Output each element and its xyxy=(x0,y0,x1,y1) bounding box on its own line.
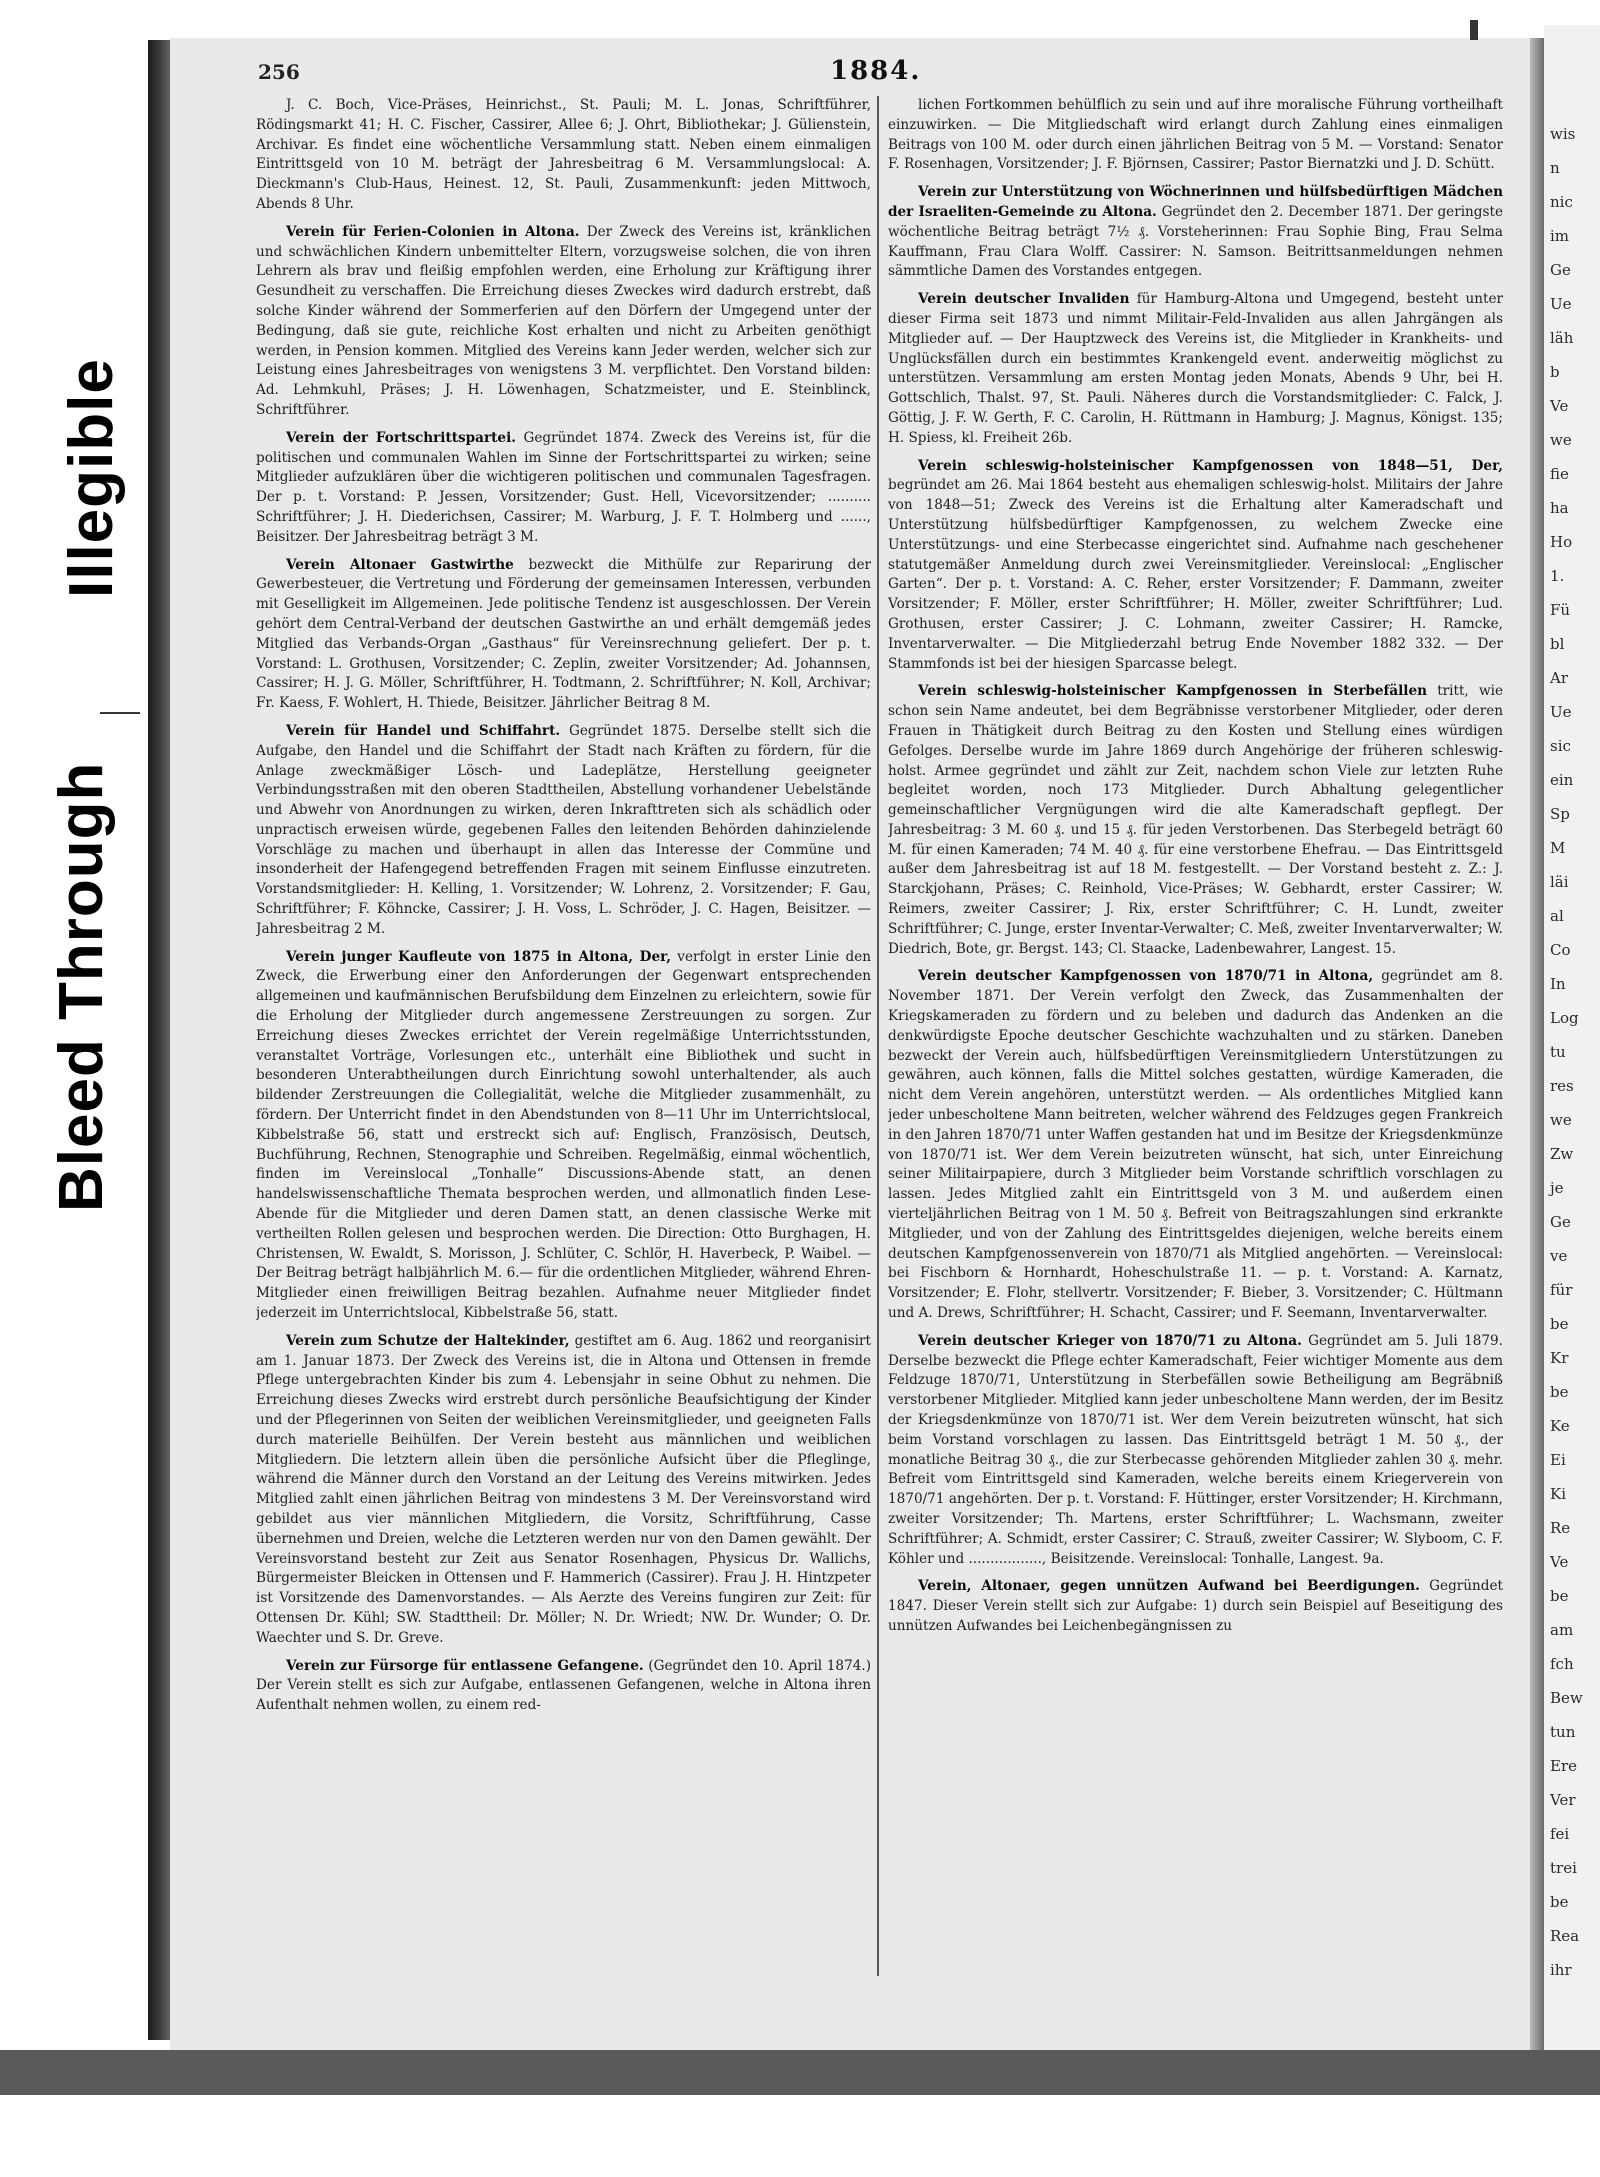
association-title: Verein für Handel und Schiffahrt. xyxy=(286,722,561,739)
adjacent-page-text-fragment: Sp xyxy=(1550,805,1570,823)
adjacent-page-text-fragment: Log xyxy=(1550,1009,1579,1027)
association-entry xyxy=(256,96,871,215)
association-description: verfolgt in erster Linie den Zweck, die Erwerbung einer den Anforderungen der Gegenwart entsprechenden allgemeinen und kaufmännischen Berufsbildung dem Einzelnen zu erleichtern, sowie für die Erholung der Mitglieder durch angemessene Zerstreuungen zu sorgen. Zur Erreichung dieses Zweckes errichtet der Verein regelmäßige Unterrichtsstunden, veranstaltet Vorträge, Vorlesungen etc., unterhält eine Bibliothek und sucht in besonderen Unterabtheilungen durch Einrichtung sowohl unterhaltender, als auch bildender Zerstreuungen die Collegialität, welche die Mitglieder zusammenhält, zu fördern. Der Unterricht findet in den Abendstunden von 8—11 Uhr im Unterrichtslocal, Kibbelstraße 56, statt und erstreckt sich auf: Englisch, Französisch, Deutsch, Buchführung, Rechnen, Stenographie und Schreiben. Regelmäßig, einmal wöchentlich, finden im Vereinslocal „Tonhalle“ Discussions-Abende statt, an denen handelswissenschaftliche Themata besprochen werden, und allmonatlich finden Lese-Abende für die Mitglieder und deren Damen statt, an denen classische Werke mit vertheilten Rollen gelesen und besprochen werden. Die Direction: Otto Burghagen, H. Christensen, W. Ewaldt, S. Morisson, J. Schlüter, C. Schlör, H. Haverbeck, P. Waibel. — Der Beitrag beträgt halbjährlich M. 6.— für die ordentlichen Mitglieder, während Ehren-Mitglieder einen freiwilligen Beitrag bezahlen. Aufnahme neuer Mitglieder findet jederzeit im Unterrichtslocal, Kibbelstraße 56, statt. xyxy=(256,948,871,1322)
association-description: bezweckt die Mithülfe zur Reparirung der Gewerbesteuer, die Vertretung und Förderung der gemeinsamen Interessen, verbunden mit Geselligkeit im Allgemeinen. Jede politische Tendenz ist ausgeschlossen. Der Verein gehört dem Central-Verband der deutschen Gastwirthe an und erhält demgemäß jedes Mitglied das Verbands-Organ „Gasthaus“ für Vereinsrechnung geliefert. Der p. t. Vorstand: L. Grothusen, Vorsitzender; C. Zeplin, zweiter Vorsitzender; Ad. Johannsen, Cassirer; H. J. G. Möller, Schriftführer, H. Todtmann, 2. Schriftführer; N. Koll, Archivar; Fr. Kaess, F. Wohlert, H. Thiede, Beisitzer. Jährlicher Beitrag 8 M. xyxy=(256,556,871,712)
annotation-divider xyxy=(100,712,140,714)
association-title: Verein deutscher Invaliden xyxy=(918,291,1130,308)
association-title: Verein zur Fürsorge für entlassene Gefangene. xyxy=(286,1657,644,1674)
adjacent-page-text-fragment: 1. xyxy=(1550,567,1565,585)
adjacent-page-text-fragment: we xyxy=(1550,1111,1572,1129)
illegible-annotation-label: Illegible xyxy=(57,358,126,598)
association-title: Verein schleswig-holsteinischer Kampfgenossen in Sterbefällen xyxy=(918,683,1427,700)
adjacent-page-text-fragment: Ke xyxy=(1550,1417,1570,1435)
association-description: Gegründet den 2. December 1871. Der geringste wöchentliche Beitrag beträgt 7½ ₰. Vorsteherinnen: Frau Sophie Bing, Frau Selma Kauffmann, Frau Clara Wolff. Cassirer: N. Samson. Beitrittsanmeldungen nehmen sämmtliche Damen des Vorstandes entgegen. xyxy=(888,203,1503,280)
adjacent-page-text-fragment: ihr xyxy=(1550,1961,1572,1979)
adjacent-page-text-fragment: tun xyxy=(1550,1723,1576,1741)
association-title: Verein schleswig-holsteinischer Kampfgenossen von 1848—51, Der, xyxy=(918,457,1503,474)
adjacent-page-text-fragment: be xyxy=(1550,1315,1569,1333)
adjacent-page-text-fragment: Ver xyxy=(1550,1791,1576,1809)
association-entry xyxy=(256,223,871,421)
adjacent-page-text-fragment: läi xyxy=(1550,873,1569,891)
adjacent-page-text-fragment: Fü xyxy=(1550,601,1571,619)
association-description: Gegründet 1847. Dieser Verein stellt sich zur Aufgabe: 1) durch sein Beispiel auf Beseitigung des unnützen Aufwandes bei Leichenbegängnissen zu xyxy=(888,1578,1503,1634)
adjacent-page-text-fragment: b xyxy=(1550,363,1560,381)
adjacent-page-text-fragment: Ve xyxy=(1550,397,1569,415)
adjacent-page-text-fragment: Rea xyxy=(1550,1927,1580,1945)
association-title: Verein der Fortschrittspartei. xyxy=(286,429,516,446)
scanner-margin xyxy=(0,2095,1600,2177)
adjacent-page-text-fragment: fei xyxy=(1550,1825,1570,1843)
adjacent-page-text-fragment: trei xyxy=(1550,1859,1577,1877)
association-description: gegründet am 8. November 1871. Der Verein verfolgt den Zweck, das Zusammenhalten der Kriegskameraden zu fördern und zu beleben und dadurch das Andenken an die denkwürdigste Epoche deutscher Geschichte wachzuhalten und zu stärken. Daneben bezweckt der Verein auch, hülfsbedürftigen Vereinsmitgliedern Unterstützungen zu gewähren, auch können, falls die Mittel solches gestatten, würdige Kameraden, die nicht dem Verein angehören, unterstützt werden. — Als ordentliches Mitglied kann jeder unbescholtene Mann beitreten, welcher während des Feldzuges gegen Frankreich in den Jahren 1870/71 unter Waffen gestanden hat und im Besitze der Kriegsdenkmünze von 1870/71 ist. Wer dem Verein beizutreten wünscht, hat sich, unter Einreichung seiner Militairpapiere, durch 3 Mitglieder beim Vorstande schriftlich vorschlagen zu lassen. Jedes Mitglied zahlt ein Eintrittsgeld von 3 M. und außerdem einen vierteljährlichen Beitrag von 1 M. 50 ₰. Befreit von Beitragszahlungen sind erkrankte Mitglieder, und von der Zahlung des Eintrittsgeldes diejenigen, welche bereits einem deutschen Kampfgenossenverein von 1870/71 als Mitglied angehörten. — Vereinslocal: bei Fischborn & Hornhardt, Hoheschulstraße 11. — p. t. Vorstand: A. Karnatz, Vorsitzender; E. Flohr, stellvertr. Vorsitzender; F. Bieber, 3. Vorsitzender; C. Hültmann und A. Drews, Schriftführer; H. Schacht, Cassirer; und F. Seemann, Inventarverwalter. xyxy=(888,968,1503,1322)
adjacent-page-text-fragment: Ue xyxy=(1550,703,1572,721)
adjacent-page-text-fragment: al xyxy=(1550,907,1564,925)
association-entry xyxy=(888,96,1503,175)
association-entry xyxy=(888,967,1503,1323)
adjacent-page-text-fragment: fie xyxy=(1550,465,1569,483)
adjacent-page-text-fragment: be xyxy=(1550,1383,1569,1401)
association-title: Verein zum Schutze der Haltekinder, xyxy=(286,1332,570,1349)
adjacent-page-text-fragment: be xyxy=(1550,1587,1569,1605)
adjacent-page-text-fragment: nic xyxy=(1550,193,1573,211)
right-text-column xyxy=(888,96,1503,1986)
page-header-year: 1884. xyxy=(830,56,922,86)
adjacent-page-text-fragment: für xyxy=(1550,1281,1573,1299)
association-entry xyxy=(888,682,1503,959)
adjacent-page-sliver xyxy=(1544,25,1600,2050)
adjacent-page-text-fragment: Bew xyxy=(1550,1689,1583,1707)
page-corner-mark xyxy=(1470,20,1478,40)
association-title: Verein deutscher Kampfgenossen von 1870/71 in Altona, xyxy=(918,968,1374,985)
association-title: Verein für Ferien-Colonien in Altona. xyxy=(286,223,580,240)
adjacent-page-text-fragment: we xyxy=(1550,431,1572,449)
adjacent-page-text-fragment: ve xyxy=(1550,1247,1568,1265)
adjacent-page-text-fragment: je xyxy=(1550,1179,1564,1197)
association-description: Gegründet 1874. Zweck des Vereins ist, für die politischen und communalen Wahlen im Sinne der Fortschrittspartei zu wirken; seine Mitglieder aufzuklären über die wichtigeren politischen und communalen Tagesfragen. Der p. t. Vorstand: P. Jessen, Vorsitzender; Gust. Hell, Vicevorsitzender; .......... Schriftführer; J. H. Diederichsen, Cassirer; M. Warburg, J. F. T. Holmberg und ......, Beisitzer. Der Jahresbeitrag beträgt 3 M. xyxy=(256,429,871,545)
adjacent-page-text-fragment: Zw xyxy=(1550,1145,1574,1163)
adjacent-page-text-fragment: tu xyxy=(1550,1043,1566,1061)
association-entry xyxy=(888,1577,1503,1636)
association-title: Verein zur Unterstützung von Wöchnerinnen und hülfsbedürftigen Mädchen der Israeliten-Gemeinde zu Altona. xyxy=(888,184,1503,220)
association-entry xyxy=(256,948,871,1324)
page-number: 256 xyxy=(258,60,300,84)
association-description: Gegründet 1875. Derselbe stellt sich die Aufgabe, den Handel und die Schiffahrt der Stadt nach Kräften zu fördern, für die Anlage zweckmäßiger Lösch- und Ladeplätze, Herstellung geeigneter Verbindungsstraßen mit den oberen Stadttheilen, Abstellung vorhandener Uebelstände und Abwehr von Anordnungen zu wirken, deren Inkrafttreten sich als schädlich oder unpractisch erweisen würde, gegebenen Falles den leitenden Behörden dahinzielende Vorschläge zu machen und überhaupt in allen das Interesse der Commüne und insonderheit der Hafengegend betreffenden Fragen mit seinem Einflusse einzutreten. Vorstandsmitglieder: H. Kelling, 1. Vorsitzender; W. Lohrenz, 2. Vorsitzender; F. Gau, Schriftführer; F. Köhncke, Cassirer; J. H. Voss, L. Schröder, J. C. Hagen, Beisitzer. — Jahresbeitrag 2 M. xyxy=(256,722,871,937)
association-description: (Gegründet den 10. April 1874.) Der Verein stellt es sich zur Aufgabe, entlassenen Gefangenen, welche in Altona ihren Aufenthalt nehmen wollen, zu einem red- xyxy=(256,1657,871,1714)
association-description: lichen Fortkommen behülflich zu sein und auf ihre moralische Führung vortheilhaft einzuwirken. — Die Mitgliedschaft wird erlangt durch Zahlung eines einmaligen Beitrags von 100 M. oder durch einen jährlichen Beitrag von 5 M. — Vorstand: Senator F. Rosenhagen, Vorsitzender; J. F. Björnsen, Cassirer; Pastor Biernatzki und J. D. Schütt. xyxy=(888,97,1503,173)
adjacent-page-text-fragment: ein xyxy=(1550,771,1574,789)
adjacent-page-text-fragment: ha xyxy=(1550,499,1569,517)
adjacent-page-text-fragment: wis xyxy=(1550,125,1576,143)
association-entry xyxy=(256,556,871,714)
association-title: Verein deutscher Krieger von 1870/71 zu Altona. xyxy=(918,1332,1302,1349)
adjacent-page-text-fragment: Ar xyxy=(1550,669,1569,687)
adjacent-page-text-fragment: Ei xyxy=(1550,1451,1566,1469)
adjacent-page-text-fragment: im xyxy=(1550,227,1570,245)
adjacent-page-text-fragment: läh xyxy=(1550,329,1574,347)
association-entry xyxy=(888,183,1503,282)
adjacent-page-text-fragment: be xyxy=(1550,1893,1569,1911)
adjacent-page-text-fragment: sic xyxy=(1550,737,1571,755)
association-title: Verein, Altonaer, gegen unnützen Aufwand bei Beerdigungen. xyxy=(918,1578,1420,1595)
adjacent-page-text-fragment: am xyxy=(1550,1621,1574,1639)
association-title: Verein junger Kaufleute von 1875 in Altona, Der, xyxy=(286,948,672,965)
bleed-through-annotation-label: Bleed Through xyxy=(47,761,116,1212)
adjacent-page-text-fragment: Ve xyxy=(1550,1553,1569,1571)
adjacent-page-text-fragment: Ge xyxy=(1550,261,1571,279)
column-divider xyxy=(877,96,879,1976)
association-description: Gegründet am 5. Juli 1879. Derselbe bezweckt die Pflege echter Kameradschaft, Feier wichtiger Momente aus dem Feldzuge 1870/71, Unterstützung in Sterbefällen sowie Betheiligung am Begräbniß verstorbener Mitglieder. Mitglied kann jeder unbescholtene Mann werden, der im Besitz der Kriegsdenkmünze von 1870/71 ist. Wer dem Verein beizutreten wünscht, hat sich beim Vorstand vorschlagen zu lassen. Das Eintrittsgeld beträgt 1 M. 50 ₰., der monatliche Beitrag 30 ₰., die zur Sterbecasse gehörenden Mitglieder zahlen 30 ₰. mehr. Befreit vom Eintrittsgeld sind Kameraden, welche bereits einem Kriegerverein von 1870/71 angehörten. Der p. t. Vorstand: F. Hüttinger, erster Vorsitzender; H. Kirchmann, zweiter Vorsitzender; Th. Martens, erster Schriftführer; L. Wachsmann, zweiter Schriftführer; A. Schmidt, erster Cassirer; C. Strauß, zweiter Cassirer; W. Slyboom, C. F. Köhler und ................., Beisitzende. Vereinslocal: Tonhalle, Langest. 9a. xyxy=(888,1332,1503,1567)
association-entry xyxy=(888,290,1503,448)
association-description: J. C. Boch, Vice-Präses, Heinrichst., St. Pauli; M. L. Jonas, Schriftführer, Rödingsmarkt 41; H. C. Fischer, Cassirer, Allee 6; J. Ohrt, Bibliothekar; J. Gülienstein, Archivar. Es findet eine wöchentliche Versammlung statt. Neben einem einmaligen Eintrittsgeld von 10 M. beträgt der Jahresbeitrag 6 M. Versammlungslocal: A. Dieckmann's Club-Haus, Heinest. 12, St. Pauli, Zusammenkunft: jeden Mittwoch, Abends 8 Uhr. xyxy=(256,97,871,212)
adjacent-page-text-fragment: Re xyxy=(1550,1519,1571,1537)
association-description: begründet am 26. Mai 1864 besteht aus ehemaligen schleswig-holst. Militairs der Jahre von 1848—51; Zweck des Vereins ist die Erhaltung alter Kameradschaft und Unterstützung hülfsbedürftiger Kampfgenossen, zu welchem Zwecke eine Unterstützungs- und eine Sterbecasse eingerichtet sind. Aufnahme nach geschehener statutgemäßer Anmeldung durch zwei Vereinsmitglieder. Vereinslocal: „Englischer Garten“. Der p. t. Vorstand: A. C. Reher, erster Vorsitzender; F. Dammann, zweiter Vorsitzender; F. Möller, erster Schriftführer; H. Möller, zweiter Schriftführer; Lud. Grothusen, erster Cassirer; J. C. Lohmann, zweiter Cassirer; H. Ramcke, Inventarverwalter. — Die Mitgliederzahl betrug Ende November 1882 332. — Der Stammfonds ist bei der hiesigen Sparcasse belegt. xyxy=(888,477,1503,672)
adjacent-page-text-fragment: M xyxy=(1550,839,1566,857)
association-entry xyxy=(256,429,871,548)
adjacent-page-text-fragment: Kr xyxy=(1550,1349,1569,1367)
adjacent-page-text-fragment: Co xyxy=(1550,941,1571,959)
adjacent-page-text-fragment: Ere xyxy=(1550,1757,1577,1775)
adjacent-page-text-fragment: In xyxy=(1550,975,1566,993)
association-entry xyxy=(256,1657,871,1716)
adjacent-page-text-fragment: Ki xyxy=(1550,1485,1567,1503)
association-title: Verein Altonaer Gastwirthe xyxy=(286,556,514,573)
association-description: für Hamburg-Altona und Umgegend, besteht unter dieser Firma seit 1873 und nimmt Militair-Feld-Invaliden aus allen Jahrgängen als Mitglieder auf. — Der Hauptzweck des Vereins ist, die Mitglieder in Krankheits- und Unglücksfällen durch ein bestimmtes Krankengeld event. anderweitig möglichst zu unterstützen. Versammlung am ersten Montag jeden Monats, Abends 9 Uhr, bei H. Gottschlich, Thalst. 97, St. Pauli. Näheres durch die Vorstandsmitglieder: C. Falck, J. Göttig, J. F. W. Gerth, F. C. Carolin, H. Rüttmann in Hamburg; J. Magnus, Königst. 135; H. Spiess, kl. Freiheit 26b. xyxy=(888,291,1503,446)
adjacent-page-text-fragment: Ue xyxy=(1550,295,1572,313)
adjacent-page-text-fragment: bl xyxy=(1550,635,1565,653)
association-entry xyxy=(888,1332,1503,1570)
association-entry xyxy=(256,1332,871,1649)
association-description: Der Zweck des Vereins ist, kränklichen und schwächlichen Kindern unbemittelter Eltern, vorzugsweise solchen, die von ihren Lehrern als brav und fleißig empfohlen werden, eine Erholung zur Kräftigung ihrer Gesundheit zu verschaffen. Die Erreichung dieses Zweckes wird dadurch erstrebt, daß solche Kinder während der Sommerferien auf den Dörfern der Umgegend unter der Bedingung, daß sie gute, reichliche Kost erhalten und nicht zu Arbeiten genöthigt werden, in Pension kommen. Mitglied des Vereins kann Jeder werden, welcher sich zur Leistung eines Jahresbeitrages von wenigstens 3 M. verpflichtet. Den Vorstand bilden: Ad. Lehmkuhl, Präses; J. H. Löwenhagen, Schatzmeister, und E. Steinblinck, Schriftführer. xyxy=(256,223,871,418)
association-description: gestiftet am 6. Aug. 1862 und reorganisirt am 1. Januar 1873. Der Zweck des Vereins ist, die in Altona und Ottensen in fremde Pflege untergebrachten Kinder bis zum 4. Lebensjahr in seine Obhut zu nehmen. Die Erreichung dieses Zwecks wird erstrebt durch persönliche Beaufsichtigung der Kinder und der Pflegerinnen von Seiten der weiblichen Vereinsmitglieder, und geeigneten Falls durch materielle Beihülfen. Der Verein besteht aus männlichen und weiblichen Mitgliedern. Die letztern allein üben die persönliche Aufsicht über die Pfleglinge, während die Männer durch den Vorstand an der Leitung des Vereins mitwirken. Jedes Mitglied zahlt einen jährlichen Beitrag von mindestens 3 M. Der Vereinsvorstand wird gebildet aus vier männlichen Mitgliedern, die Vorsitz, Schriftführung, Casse übernehmen und Dreien, welche die Letzteren werden nur von den Damen gewählt. Der Vereinsvorstand besteht zur Zeit aus Senator Rosenhagen, Physicus Dr. Wallichs, Bürgermeister Bleicken in Ottensen und F. Hammerich (Cassirer). Frau J. H. Hintzpeter ist Vorsitzende des Damenvorstandes. — Als Aerzte des Vereins fungiren zur Zeit: für Ottensen Dr. Kühl; SW. Stadttheil: Dr. Möller; N. Dr. Wriedt; NW. Dr. Wunder; O. Dr. Waechter und S. Dr. Greve. xyxy=(256,1332,871,1646)
adjacent-page-text-fragment: Ho xyxy=(1550,533,1573,551)
association-entry xyxy=(256,722,871,940)
adjacent-page-text-fragment: res xyxy=(1550,1077,1574,1095)
adjacent-page-text-fragment: Ge xyxy=(1550,1213,1571,1231)
association-description: tritt, wie schon sein Name andeutet, bei dem Begräbnisse verstorbener Mitglieder, oder deren Frauen in Thätigkeit durch Beitrag zu den Kosten und Stellung eines würdigen Gefolges. Derselbe wurde im Jahre 1869 durch Angehörige der früheren schleswig-holst. Armee gegründet und zählt zur Zeit, nachdem schon Viele zur letzten Ruhe begleitet worden, noch 173 Mitglieder. Durch Abhaltung gelegentlicher gemeinschaftlicher Vergnügungen wird die alte Kameradschaft gepflegt. Der Jahresbeitrag: 3 M. 60 ₰. und 15 ₰. für jeden Verstorbenen. Das Sterbegeld beträgt 60 M. für einen Kameraden; 74 M. 40 ₰. für eine verstorbene Ehefrau. — Das Eintrittsgeld außer dem Jahresbeitrag ist auf 18 M. festgestellt. — Der Vorstand besteht z. Z.: J. Starckjohann, Präses; C. Reinhold, Vice-Präses; W. Gebhardt, erster Cassirer; W. Reimers, zweiter Cassirer; J. Rix, erster Schriftführer; C. H. Lundt, zweiter Schriftführer; C. Junge, erster Inventar-Verwalter; C. Meß, zweiter Inventarverwalter; W. Diedrich, Bote, gr. Bergst. 143; Cl. Staacke, Ladenbewahrer, Langest. 15. xyxy=(888,683,1503,957)
left-text-column xyxy=(256,96,871,1986)
page-fold-shadow xyxy=(1530,38,1544,2050)
scanner-background-strip xyxy=(0,2050,1600,2095)
adjacent-page-text-fragment: fch xyxy=(1550,1655,1574,1673)
adjacent-page-text-fragment: n xyxy=(1550,159,1560,177)
association-entry xyxy=(888,457,1503,675)
